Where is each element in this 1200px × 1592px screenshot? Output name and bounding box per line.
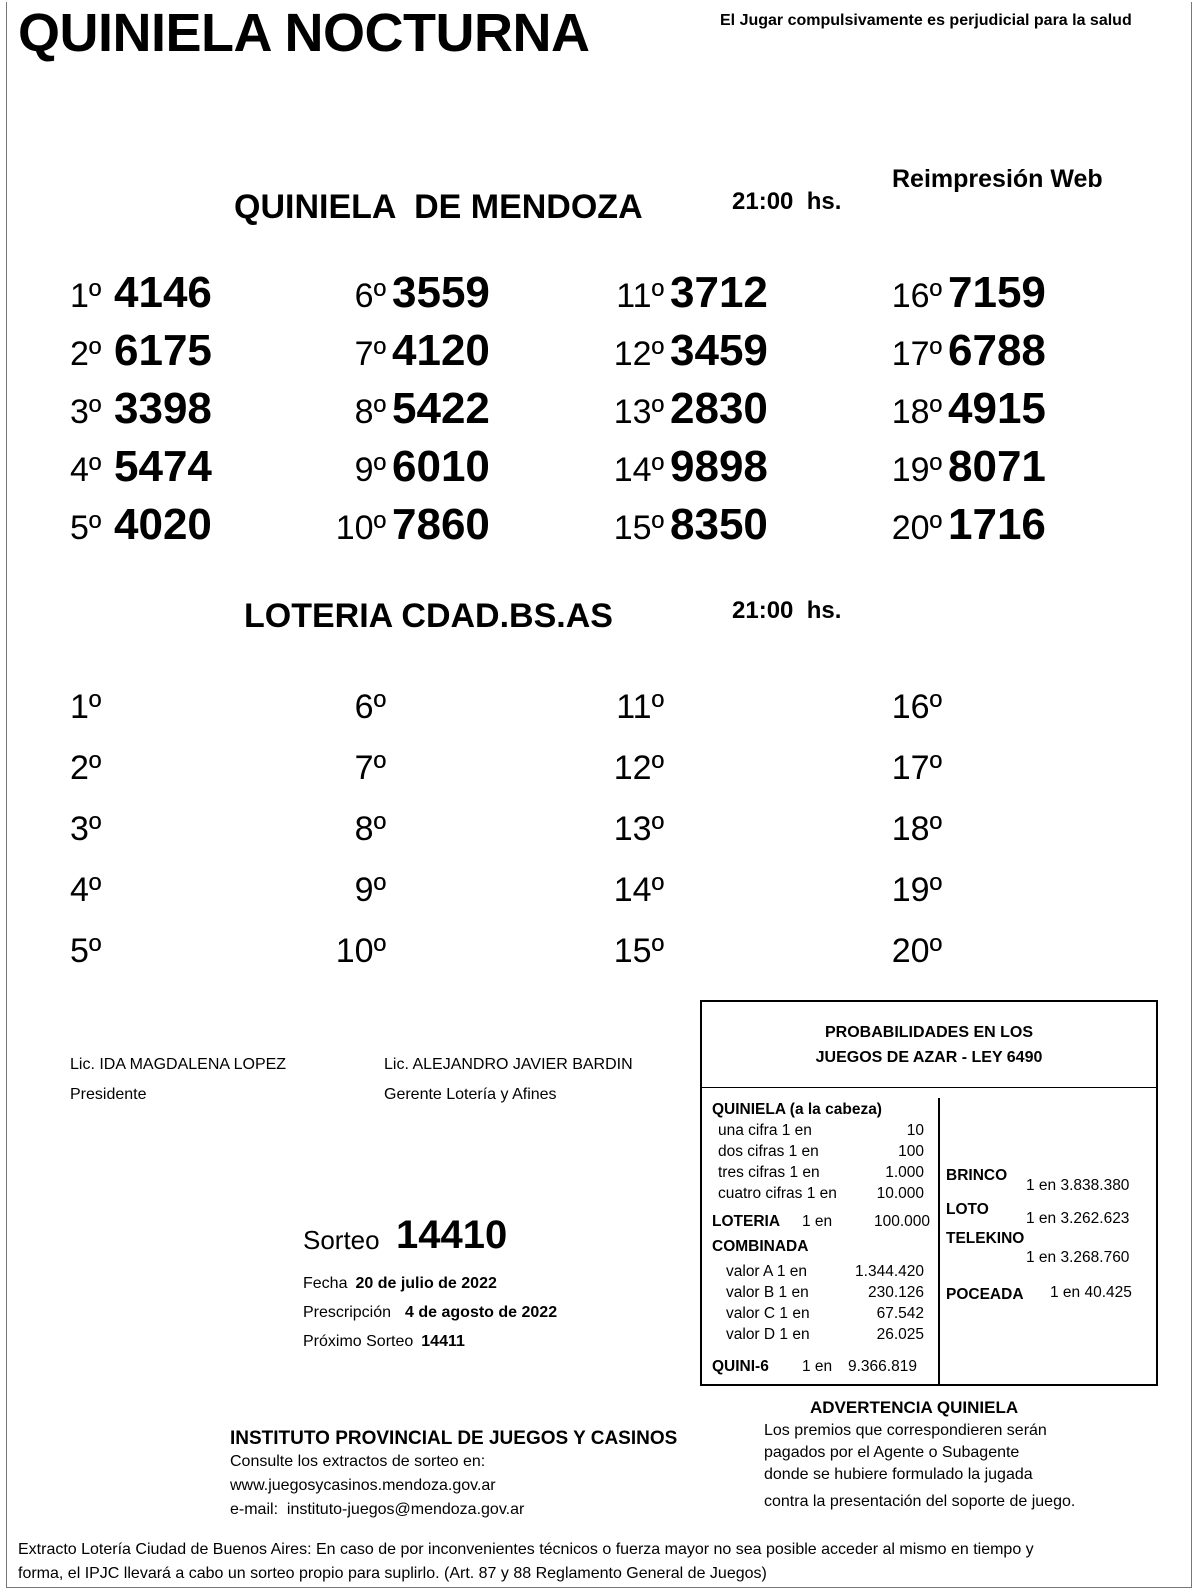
odds-row-label: valor C 1 en <box>726 1305 810 1322</box>
footer-line2: forma, el IPJC llevará a cabo un sorteo propio para suplirlo. (Art. 87 y 88 Reglamento General de Juegos) <box>18 1565 767 1582</box>
loteria-position-label: 17º <box>891 749 942 787</box>
mendoza-result-16 <box>882 268 1046 318</box>
mendoza-position-label: 20º <box>891 509 942 547</box>
loteria-position-label: 8º <box>354 810 386 848</box>
mendoza-position-label: 3º <box>70 393 102 431</box>
mendoza-position-label: 15º <box>613 509 664 547</box>
mendoza-result-9 <box>326 442 490 492</box>
mendoza-result-number: 4146 <box>114 268 212 317</box>
loteria-position-label: 7º <box>354 749 386 787</box>
mendoza-result-17 <box>882 326 1046 376</box>
mendoza-result-number: 3559 <box>392 268 490 317</box>
mendoza-position-label: 13º <box>613 393 664 431</box>
loteria-result-4 <box>70 871 108 910</box>
advertencia-line3: donde se hubiere formulado la jugada <box>764 1466 1033 1483</box>
mendoza-position-label: 7º <box>354 335 386 373</box>
mendoza-position-label: 12º <box>613 335 664 373</box>
poceada-label: POCEADA <box>946 1286 1024 1303</box>
loto-label: LOTO <box>946 1201 989 1218</box>
institute-title: INSTITUTO PROVINCIAL DE JUEGOS Y CASINOS <box>230 1428 678 1449</box>
loteria-position-label: 11º <box>616 688 664 726</box>
mendoza-position-label: 14º <box>613 451 664 489</box>
loteria-odds-label: LOTERIA <box>712 1213 781 1230</box>
loteria-position-label: 19º <box>891 871 942 909</box>
loteria-result-15 <box>604 932 664 971</box>
loteria-result-11 <box>604 688 664 727</box>
probabilities-box <box>700 1000 1158 1386</box>
mendoza-result-number: 6175 <box>114 326 212 375</box>
mendoza-result-number: 6788 <box>948 326 1046 375</box>
loteria-result-19 <box>882 871 942 910</box>
mendoza-result-number: 3459 <box>670 326 768 375</box>
loteria-position-label: 6º <box>354 688 386 726</box>
loteria-result-6 <box>326 688 386 727</box>
institute-email: e-mail: instituto-juegos@mendoza.gov.ar <box>230 1501 525 1518</box>
loteria-position-label: 18º <box>891 810 942 848</box>
advertencia-line1: Los premios que correspondieren serán <box>764 1422 1047 1439</box>
mendoza-result-number: 7860 <box>392 500 490 549</box>
prescripcion-label: Prescripción <box>303 1304 392 1321</box>
loteria-result-9 <box>326 871 386 910</box>
loteria-result-12 <box>604 749 664 788</box>
mendoza-result-14 <box>604 442 768 492</box>
signature-right-name: Lic. ALEJANDRO JAVIER BARDIN <box>384 1056 633 1073</box>
mendoza-result-2 <box>70 326 212 376</box>
proximo-label: Próximo Sorteo <box>303 1333 414 1350</box>
loteria-result-18 <box>882 810 942 849</box>
mendoza-position-label: 1º <box>70 277 102 315</box>
loteria-result-20 <box>882 932 942 971</box>
mendoza-position-label: 8º <box>354 393 386 431</box>
advertencia-line2: pagados por el Agente o Subagente <box>764 1444 1020 1461</box>
loteria-result-7 <box>326 749 386 788</box>
footer-line1: Extracto Lotería Ciudad de Buenos Aires: En caso de por inconvenientes técnicos o fuerza mayor no sea posible acceder al mismo en tiempo y <box>18 1541 1034 1558</box>
mendoza-result-number: 6010 <box>392 442 490 491</box>
loteria-odds-value: 100.000 <box>874 1213 931 1230</box>
advertencia-title: ADVERTENCIA QUINIELA <box>810 1398 1019 1417</box>
odds-row-value: 10 <box>906 1122 924 1139</box>
telekino-label: TELEKINO <box>946 1230 1025 1247</box>
prescripcion-row <box>303 1304 557 1322</box>
odds-row-label: dos cifras 1 en <box>718 1143 819 1160</box>
loteria-position-label: 2º <box>70 749 102 787</box>
advertencia-line4: contra la presentación del soporte de juego. <box>764 1493 1076 1510</box>
odds-row-value: 100 <box>898 1143 924 1160</box>
loteria-result-8 <box>326 810 386 849</box>
loteria-position-label: 13º <box>613 810 664 848</box>
signature-left-name: Lic. IDA MAGDALENA LOPEZ <box>70 1056 287 1073</box>
mendoza-position-label: 6º <box>354 277 386 315</box>
loteria-position-label: 1º <box>70 688 102 726</box>
poceada-value: 1 en 40.425 <box>1050 1284 1132 1301</box>
signature-right <box>384 1050 633 1110</box>
mendoza-position-label: 16º <box>891 277 942 315</box>
mendoza-result-11 <box>604 268 768 318</box>
odds-row-value: 230.126 <box>867 1284 924 1301</box>
mendoza-result-19 <box>882 442 1046 492</box>
loteria-result-2 <box>70 749 108 788</box>
loteria-result-1 <box>70 688 108 727</box>
mendoza-result-number: 7159 <box>948 268 1046 317</box>
brinco-label: BRINCO <box>946 1167 1008 1184</box>
mendoza-result-18 <box>882 384 1046 434</box>
mendoza-time: 21:00 hs. <box>732 188 842 215</box>
odds-row-value: 67.542 <box>876 1305 924 1322</box>
mendoza-result-number: 3712 <box>670 268 768 317</box>
odds-row-label: cuatro cifras 1 en <box>718 1185 837 1202</box>
mendoza-result-number: 5422 <box>392 384 490 433</box>
footer-note <box>18 1538 1034 1586</box>
combinada-odds-title: COMBINADA <box>712 1238 809 1255</box>
page-title: QUINIELA NOCTURNA <box>18 3 590 63</box>
signature-right-role: Gerente Lotería y Afines <box>384 1086 557 1103</box>
mendoza-result-number: 4020 <box>114 500 212 549</box>
mendoza-result-number: 4120 <box>392 326 490 375</box>
odds-row-label: valor A 1 en <box>726 1263 808 1280</box>
odds-row-label: valor B 1 en <box>726 1284 809 1301</box>
odds-row-value: 10.000 <box>876 1185 924 1202</box>
mendoza-result-number: 3398 <box>114 384 212 433</box>
loteria-position-label: 3º <box>70 810 102 848</box>
probabilities-heading-line1: PROBABILIDADES EN LOS <box>824 1024 1033 1041</box>
fecha-label: Fecha <box>303 1275 348 1292</box>
mendoza-result-number: 8071 <box>948 442 1046 491</box>
loteria-position-label: 20º <box>891 932 942 970</box>
loteria-result-16 <box>882 688 942 727</box>
loteria-position-label: 16º <box>891 688 942 726</box>
loto-value: 1 en 3.262.623 <box>1026 1210 1130 1227</box>
loteria-result-5 <box>70 932 108 971</box>
mendoza-result-number: 5474 <box>114 442 212 491</box>
sorteo-number: 14410 <box>396 1213 508 1257</box>
loteria-odds-text: 1 en <box>802 1213 833 1230</box>
mendoza-result-3 <box>70 384 212 434</box>
mendoza-result-1 <box>70 268 212 318</box>
mendoza-position-label: 17º <box>891 335 942 373</box>
loteria-position-label: 9º <box>354 871 386 909</box>
odds-row-label: valor D 1 en <box>726 1326 810 1343</box>
loteria-result-14 <box>604 871 664 910</box>
quini6-odds-label: QUINI-6 <box>712 1358 769 1375</box>
odds-row-value: 1.344.420 <box>855 1263 924 1280</box>
brinco-value: 1 en 3.838.380 <box>1026 1177 1130 1194</box>
probabilities-heading <box>702 1002 1156 1088</box>
mendoza-position-label: 10º <box>335 509 386 547</box>
advertencia-text <box>764 1420 1075 1513</box>
mendoza-result-8 <box>326 384 490 434</box>
loteria-result-17 <box>882 749 942 788</box>
loteria-position-label: 15º <box>613 932 664 970</box>
probabilities-heading-line2: JUEGOS DE AZAR - LEY 6490 <box>815 1049 1043 1066</box>
quini6-odds-value: 9.366.819 <box>848 1358 917 1375</box>
mendoza-section-title: QUINIELA DE MENDOZA <box>234 188 643 226</box>
prescripcion-value: 4 de agosto de 2022 <box>405 1304 558 1321</box>
loteria-position-label: 10º <box>335 932 386 970</box>
mendoza-result-12 <box>604 326 768 376</box>
mendoza-position-label: 2º <box>70 335 102 373</box>
loteria-position-label: 14º <box>613 871 664 909</box>
health-warning: El Jugar compulsivamente es perjudicial para la salud <box>720 12 1132 29</box>
mendoza-result-number: 1716 <box>948 500 1046 549</box>
signature-left <box>70 1050 286 1110</box>
mendoza-result-20 <box>882 500 1046 550</box>
institute-line1: Consulte los extractos de sorteo en: <box>230 1453 486 1470</box>
mendoza-result-4 <box>70 442 212 492</box>
mendoza-result-13 <box>604 384 768 434</box>
loteria-position-label: 12º <box>613 749 664 787</box>
odds-row-label: una cifra 1 en <box>718 1122 812 1139</box>
loteria-result-3 <box>70 810 108 849</box>
loteria-position-label: 4º <box>70 871 102 909</box>
sorteo-label: Sorteo <box>303 1225 380 1255</box>
signature-left-role: Presidente <box>70 1086 147 1103</box>
loteria-position-label: 5º <box>70 932 102 970</box>
loteria-result-10 <box>326 932 386 971</box>
mendoza-position-label: 19º <box>891 451 942 489</box>
fecha-row <box>303 1275 497 1293</box>
mendoza-result-15 <box>604 500 768 550</box>
mendoza-position-label: 4º <box>70 451 102 489</box>
mendoza-result-6 <box>326 268 490 318</box>
institute-info <box>230 1450 524 1522</box>
mendoza-position-label: 18º <box>891 393 942 431</box>
quini6-odds-text: 1 en <box>802 1358 833 1375</box>
fecha-value: 20 de julio de 2022 <box>355 1275 497 1292</box>
mendoza-result-5 <box>70 500 212 550</box>
institute-website: www.juegosycasinos.mendoza.gov.ar <box>230 1477 496 1494</box>
odds-row-value: 26.025 <box>876 1326 924 1343</box>
mendoza-result-7 <box>326 326 490 376</box>
mendoza-result-number: 2830 <box>670 384 768 433</box>
mendoza-position-label: 11º <box>616 277 664 315</box>
mendoza-result-number: 9898 <box>670 442 768 491</box>
quiniela-odds-title: QUINIELA (a la cabeza) <box>712 1101 882 1118</box>
proximo-value: 14411 <box>421 1333 465 1350</box>
mendoza-result-number: 8350 <box>670 500 768 549</box>
mendoza-position-label: 5º <box>70 509 102 547</box>
reprint-label: Reimpresión Web <box>892 165 1103 193</box>
proximo-row <box>303 1333 465 1351</box>
loteria-section-title: LOTERIA CDAD.BS.AS <box>244 597 613 635</box>
odds-row-label: tres cifras 1 en <box>718 1164 820 1181</box>
loteria-time: 21:00 hs. <box>732 597 842 624</box>
loteria-result-13 <box>604 810 664 849</box>
mendoza-position-label: 9º <box>354 451 386 489</box>
mendoza-result-number: 4915 <box>948 384 1046 433</box>
telekino-value: 1 en 3.268.760 <box>1026 1249 1130 1266</box>
mendoza-result-10 <box>326 500 490 550</box>
odds-row-value: 1.000 <box>885 1164 924 1181</box>
